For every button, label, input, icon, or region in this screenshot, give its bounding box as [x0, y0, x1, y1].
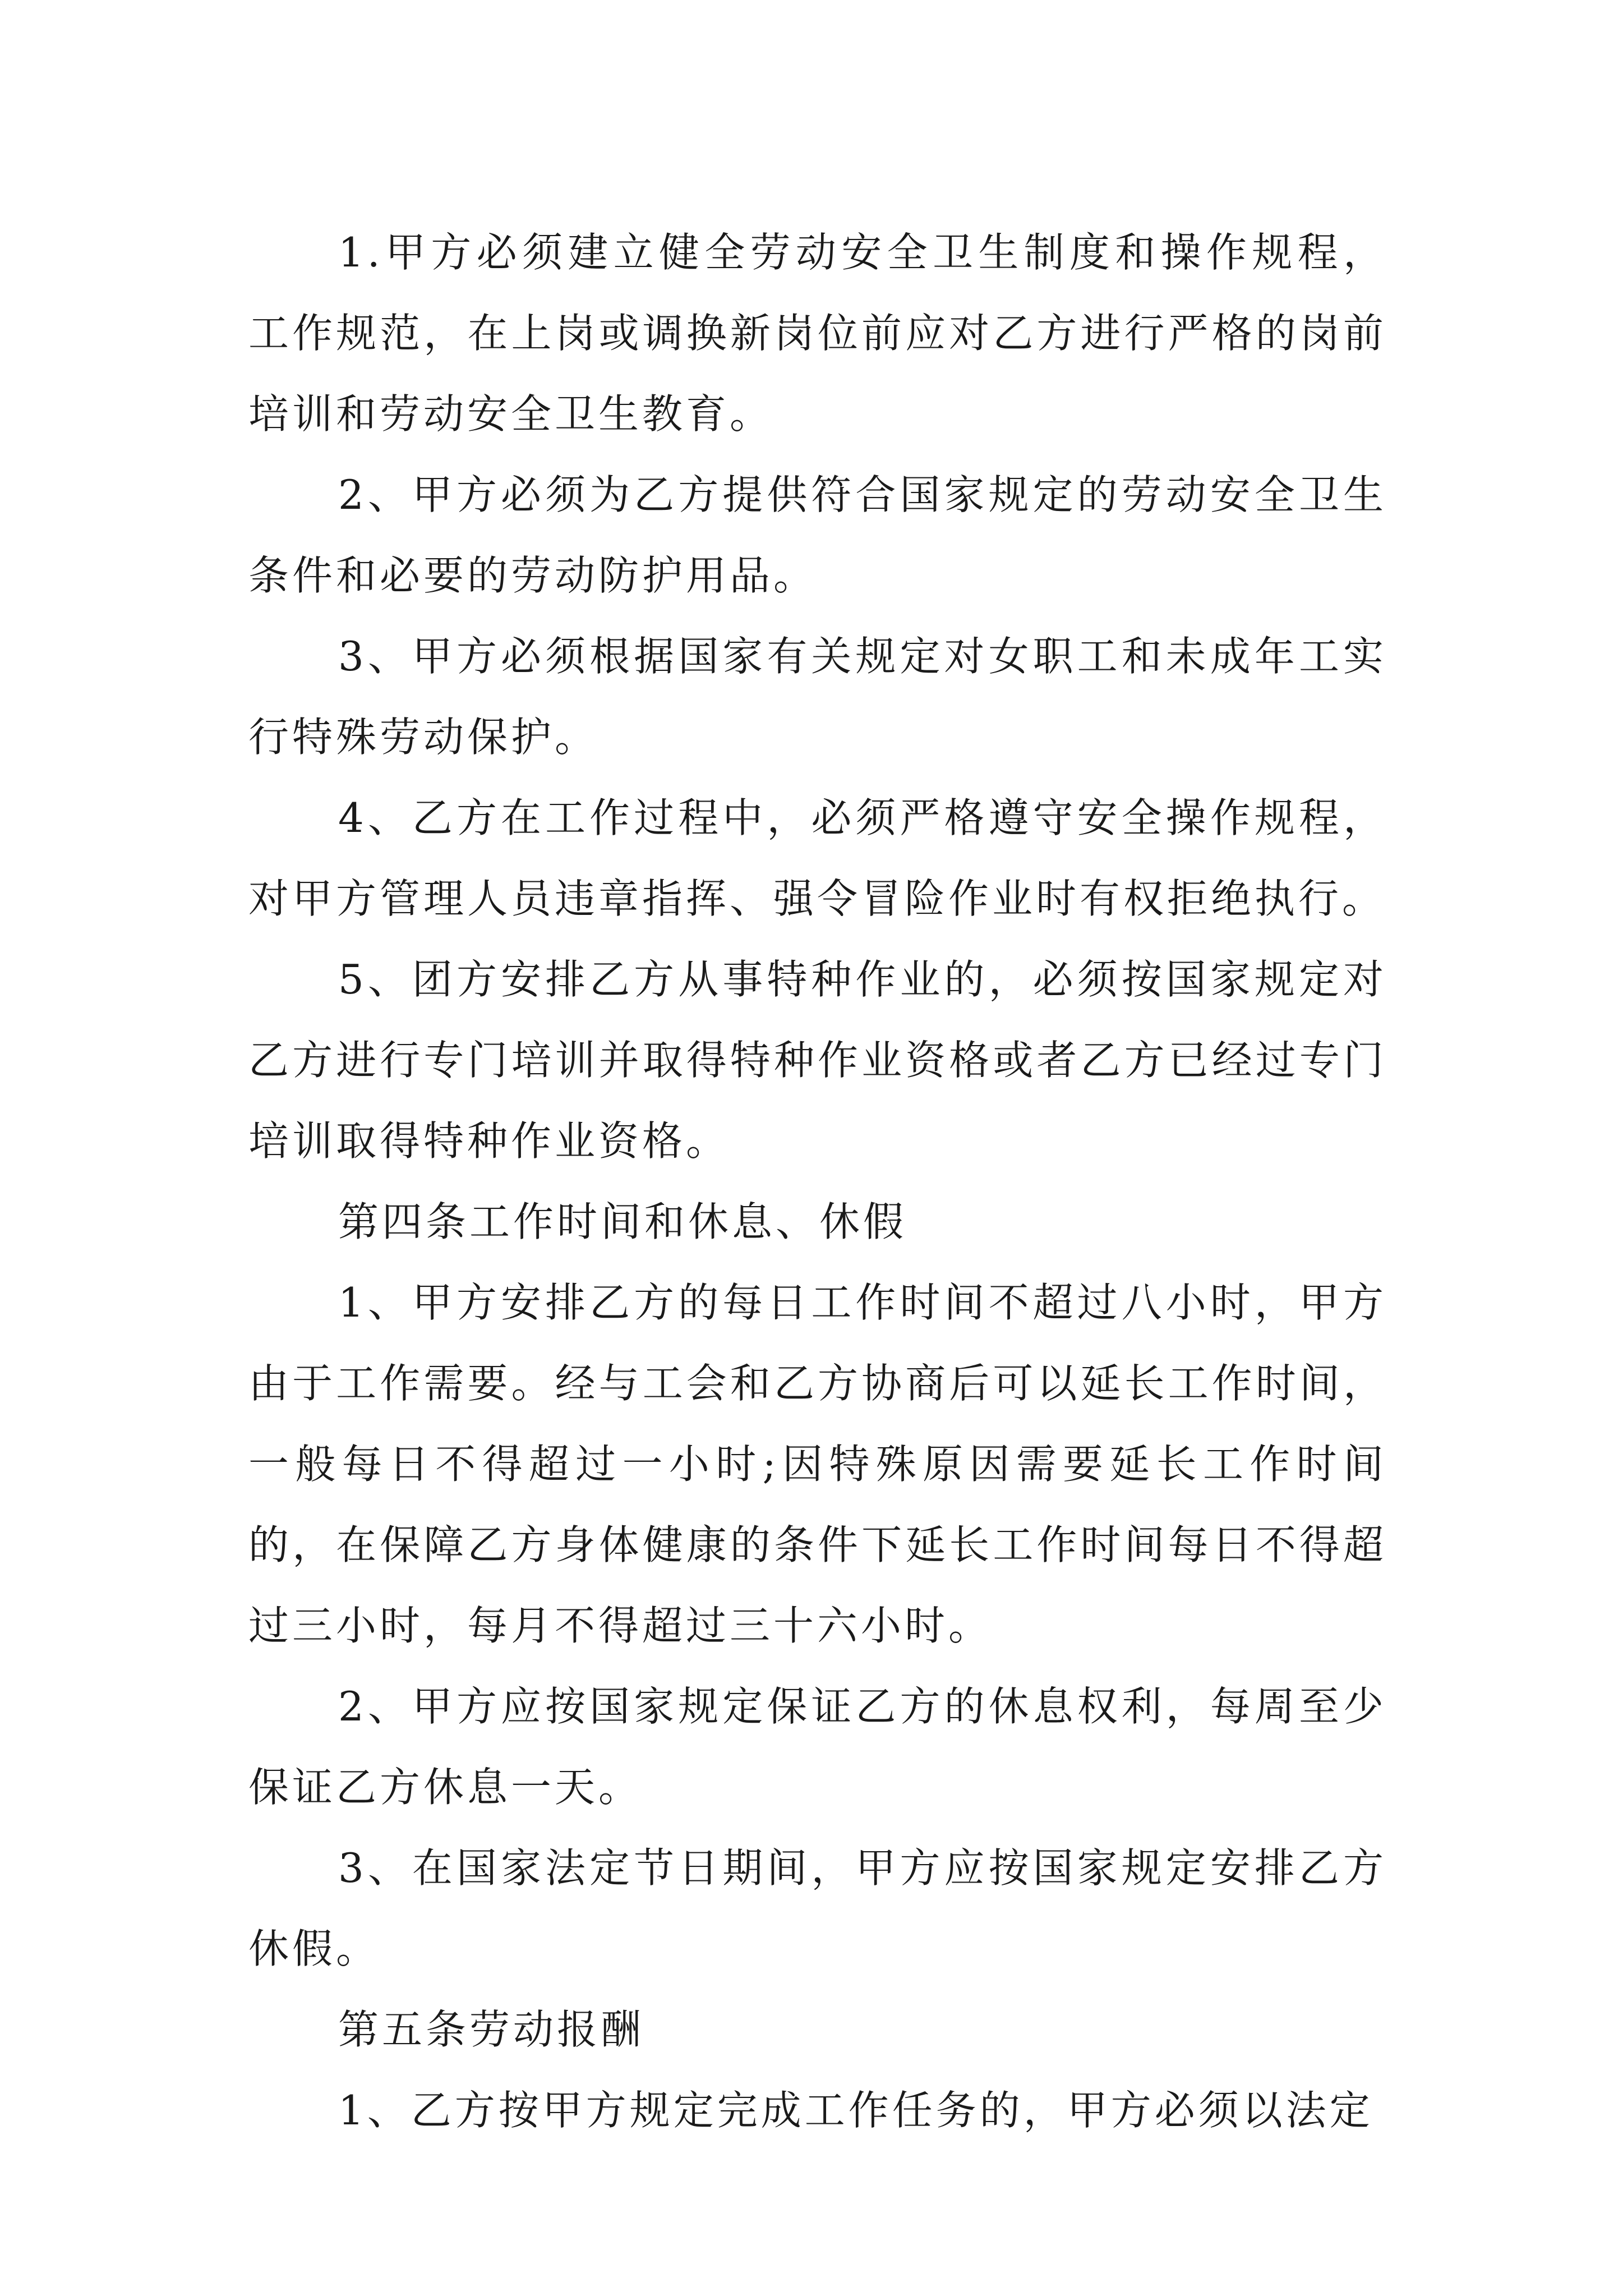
paragraph-hours-1: 1、甲方安排乙方的每日工作时间不超过八小时，甲方由于工作需要。经与工会和乙方协商后可以延长工作时间，一般每日不得超过一小时;因特殊原因需要延长工作时间的，在保障乙方身体健康的条件下延长工作时间每日不得超过三小时，每月不得超过三十六小时。	[248, 1279, 1387, 1649]
section-heading-article-4: 第四条工作时间和休息、休假	[338, 1198, 907, 1245]
document-body	[248, 212, 1387, 2151]
section-heading-article-5: 第五条劳动报酬	[338, 2006, 645, 2053]
paragraph-hours-2: 2、甲方应按国家规定保证乙方的休息权利，每周至少保证乙方休息一天。	[248, 1683, 1387, 1811]
paragraph-safety-5: 5、团方安排乙方从事特种作业的，必须按国家规定对乙方进行专门培训并取得特种作业资格或者乙方已经过专门培训取得特种作业资格。	[248, 956, 1387, 1165]
paragraph-safety-1: 1.甲方必须建立健全劳动安全卫生制度和操作规程，工作规范，在上岗或调换新岗位前应对乙方进行严格的岗前培训和劳动安全卫生教育。	[248, 229, 1387, 438]
paragraph-safety-4: 4、乙方在工作过程中，必须严格遵守安全操作规程，对甲方管理人员违章指挥、强令冒险作业时有权拒绝执行。	[248, 794, 1387, 922]
paragraph-safety-2: 2、甲方必须为乙方提供符合国家规定的劳动安全卫生条件和必要的劳动防护用品。	[248, 471, 1387, 599]
paragraph-safety-3: 3、甲方必须根据国家有关规定对女职工和未成年工实行特殊劳动保护。	[248, 633, 1387, 761]
paragraph-pay-1: 1、乙方按甲方规定完成工作任务的，甲方必须以法定	[338, 2087, 1373, 2134]
paragraph-hours-3: 3、在国家法定节日期间，甲方应按国家规定安排乙方休假。	[248, 1844, 1387, 1972]
